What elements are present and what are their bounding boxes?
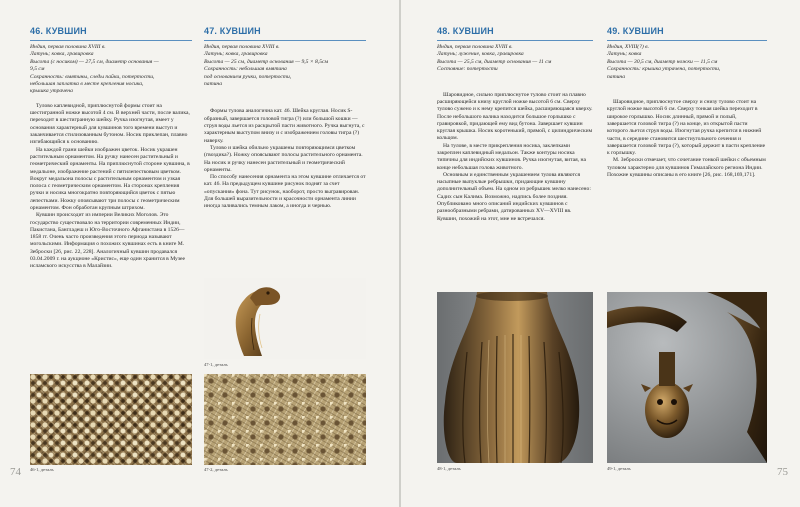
meta-line: Сохранность: небольшая вмятина	[204, 66, 287, 73]
meta-line: Индия, XVIII(?) в.	[607, 44, 650, 50]
entry-meta	[204, 44, 366, 88]
page-number: 75	[777, 466, 788, 478]
meta-line: Сохранность: вмятины, следы пайки, потертости,	[30, 73, 155, 80]
page-number: 74	[10, 466, 21, 478]
meta-line: 9,5 см	[30, 66, 45, 73]
meta-line: Латунь; лужение, ковка, гравировка	[437, 51, 524, 58]
handle-illustration	[607, 292, 767, 463]
tiger-handle-photo-49	[607, 292, 767, 463]
ornament-detail-photo-46	[30, 374, 192, 465]
spout-illustration	[204, 278, 366, 359]
meta-line: небольшая заплатка в месте крепления носика,	[30, 81, 144, 88]
body-paragraph: На тулове, в месте прикрепления носика, заклепками закреплен каплевидный медальон. Также контуры носика типичны для индийских кувшинов. Ручка изогнутая, витая, на конце небольшая голова животного.	[437, 142, 586, 171]
title-rule	[30, 40, 192, 41]
body-paragraph: Шаровидное, приплюснутое сверху и снизу тулово стоит на круглой ножке высотой 6 см. Сверху тонкая шейка переходит в широкое горлышко. Носик длинный, прямой и полый, завершается головой тигра (?) на конце, из открытой пасти которого льется струя воды. Изогнутая ручка крепится в нижней части, в середине становится шестиугольного сечения и завершается головой тигра (?), который держит в пасти крепление к горлышку.	[607, 99, 766, 157]
meta-line: Высота — 30,5 см, диаметр ножки — 11,5 см	[607, 58, 718, 65]
meta-line: Высота — 25,5 см, диаметр основания — 11 см	[437, 58, 552, 65]
title-rule	[607, 40, 767, 41]
body-paragraph: Формы тулова аналогична кат. 46. Шейка круглая. Носик S-образный, завершается головой тигра (?) или большой кошки — струя воды льется из раскрытой пасти животного. Ручка выгнута, с характерным выступом внизу и с изображением головы тигра (?) наверху.	[204, 108, 365, 144]
body-paragraph: Основным и единственным украшением тулова являются насыпные выпуклые ребрышки, придающие кувшину дополнительный объем. На одном из ребрышек мелко нанесено: Садих сын Калима. Возможно, надпись более поздняя. Опубликовано много описаний индийских кувшинов с разнообразными ребрами, датированных XV—XVIII вв. Кувшин, похожий на этот, мне не встречался.	[437, 171, 591, 222]
body-paragraph: По способу нанесения орнамента на этом кувшине отличается от кат. 46. На предыдущем кувшине рисунок поднят за счет «опускания» фона. Тут рисунок, наоборот, просто выгравирован. Для большей выразительности и красочности орнамента линии иногда заливались темным лаком, а иногда и чернью.	[204, 174, 366, 210]
entry-meta	[437, 44, 593, 74]
title-rule	[437, 40, 593, 41]
entry-46	[30, 26, 192, 271]
entry-48	[437, 26, 593, 223]
tiger-spout-photo-47	[204, 278, 366, 359]
entry-title: 49. КУВШИН	[607, 26, 664, 36]
photo-caption: 49-1, деталь	[607, 466, 631, 471]
meta-line: Высота — 25 см, диаметр основания — 9,5 × 8,5см	[204, 58, 329, 65]
body-paragraph: Тулово каплевидной, приплюснутой формы стоит на шестигранной ножке высотой 4 см. В верхней части, после валика, переходит в шестигранную шейку. Ручка изогнутая, имеет у основания характерный для кувшинов того времени выступ и заканчивается стилизованным бутоном. Носик приклепан, плавно изгибающийся к основанию.	[30, 102, 190, 146]
meta-line: Латунь; ковка, гравировка	[204, 51, 268, 58]
entry-47	[204, 26, 366, 211]
meta-line: под основанием ручки, потертости,	[204, 73, 292, 80]
meta-line: Индия, первая половина XVIII в.	[30, 44, 106, 50]
ornament-detail-photo-47	[204, 374, 366, 465]
body-paragraph: Шаровидное, сильно приплюснутое тулово стоит на плавно расширяющейся книзу круглой ножке высотой 6 см. Сверху тулово сужено и к нему крепится шейка, расширяющаяся кверху. После небольшого валика находится большое горлышко с гравировкой, придающей ему вид бутона. Завершает кувшин круглая крышка. Носик коротенький, прямой, с цилиндрическим кольцом.	[437, 91, 593, 142]
body-paragraph: Кувшин происходит из империи Великих Моголов. Это государство существовало на территории современных Индии, Пакистана, Бангладеш и Юго-Восточного Афганистана в 1526—1858 гг. Очень часто произведения этого периода называют могольскими. Информация о похожих кувшинах есть в книге М. Зеброски [26, рис. 22, 228]. Аналогичный кувшин продавался 03.04.2009 г. на аукционе «Кристис», еще один хранится в Музее исламского искусства в Малайзии.	[30, 212, 186, 270]
meta-line: Латунь; ковка	[607, 51, 642, 58]
meta-line: Индия, первая половина XVIII в.	[437, 44, 513, 50]
meta-line: патина	[607, 73, 626, 80]
entry-meta	[30, 44, 192, 96]
entry-title: 46. КУВШИН	[30, 26, 87, 36]
body-paragraph: М. Зеброски отмечает, что сочетание тонкой шейки с объемным туловом характерно для кувшинов Гималайского региона Индии. Похожие кувшины описаны в его книге [26, рис. 168,169,171].	[607, 157, 766, 178]
ribbed-jug-photo-48	[437, 292, 593, 463]
photo-caption: 46-1, деталь	[30, 467, 54, 472]
meta-line: Латунь; ковка, гравировка	[30, 51, 94, 58]
left-page	[0, 0, 399, 507]
meta-line: Сохранность: крышка утрачена, потертости,	[607, 66, 721, 73]
meta-line: крышка утрачена	[30, 88, 73, 95]
entry-meta	[607, 44, 767, 81]
meta-line: Индия, первая половина XVIII в.	[204, 44, 280, 50]
right-page	[401, 0, 800, 507]
photo-caption: 48-1, деталь	[437, 466, 461, 471]
entry-49	[607, 26, 767, 179]
body-paragraph: На каждой грани шейки изображен цветок. Носик украшен растительным орнаментом. На ручку нанесен растительный и геометрический орнаменты. На приплюснутой стороне кувшина, в медальоне, изображение растений с пятилепестковым цветком. Вокруг медальона полосы с растительным орнаментом и узкая полоса с геометрическим орнаментом. На сторонах крепления ручки и носика многократно повторяющийся цветок с пятью лепестками. Ножку опоясывают три полосы с геометрическим орнаментом. Фон обработан крупным штрихом.	[30, 146, 190, 211]
body-paragraph: Тулово и шейка обильно украшены повторяющимся цветком (гвоздика?). Ножку опоясывают полосы растительного орнамента. На носик и ручку нанесен растительный и геометрический орнаменты.	[204, 144, 363, 173]
photo-caption: 47-1, деталь	[204, 362, 228, 367]
meta-line: Состояние: потертости	[437, 66, 498, 73]
title-rule	[204, 40, 366, 41]
jug-illustration	[437, 292, 593, 463]
entry-title: 48. КУВШИН	[437, 26, 494, 36]
entry-title: 47. КУВШИН	[204, 26, 261, 36]
meta-line: патина	[204, 81, 223, 88]
meta-line: Высота (с носиком) — 27,5 см, диаметр основания —	[30, 58, 159, 65]
photo-caption: 47-2, деталь	[204, 467, 228, 472]
